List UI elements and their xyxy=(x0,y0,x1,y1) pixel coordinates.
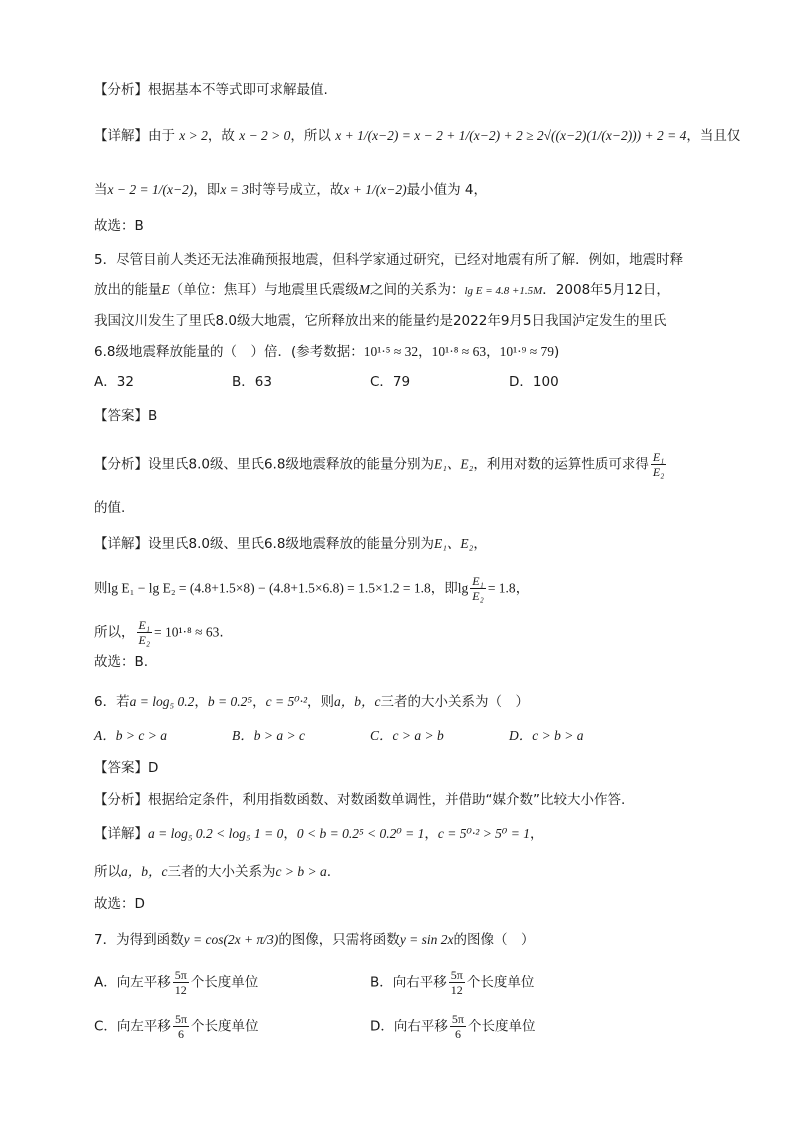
q6-text: ， xyxy=(252,694,266,710)
math-x3: x = 3 xyxy=(220,182,249,197)
math-fraction xyxy=(651,450,667,479)
q4-text: ，即 xyxy=(193,182,221,198)
math-a-ineq: a = log₅ 0.2 < log₅ 1 = 0 xyxy=(148,826,284,841)
q5-text: 【详解】设里氏8.0级、里氏6.8级地震释放的能量分别为 xyxy=(94,536,434,552)
q5-text: ， xyxy=(418,344,432,360)
frac-den: 6 xyxy=(454,1027,461,1041)
q5-text: ) xyxy=(554,344,560,360)
math-b: b = 0.2⁵ xyxy=(207,694,253,709)
math-abc: a，b，c xyxy=(334,694,381,709)
math-order: c > b > a xyxy=(275,864,327,879)
q7-option-c xyxy=(94,1012,259,1041)
q5-text: 【分析】设里氏8.0级、里氏6.8级地震释放的能量分别为 xyxy=(94,456,434,473)
q5-stem-line1: 5．尽管目前人类还无法准确预报地震，但科学家通过研究，已经对地震有所了解．例如，地震时释 xyxy=(94,252,684,268)
math-inequality: x + 1/(x−2) = x − 2 + 1/(x−2) + 2 ≥ 2√((x−2)(1/(x−2))) + 2 = 4 xyxy=(335,128,687,143)
q5-so xyxy=(94,618,734,647)
q7-text: A．向左平移 xyxy=(94,974,171,991)
q5-detail xyxy=(94,534,734,554)
math-E1E2: E₁、E₂ xyxy=(433,456,474,472)
q6-choose: 故选：D xyxy=(94,896,145,912)
math-ref1: 10¹·⁵ ≈ 32 xyxy=(363,344,419,359)
math-calc: lg E₁ − lg E₂ = (4.8+1.5×8) − (4.8+1.5×6.8) = 1.5×1.2 = 1.8 xyxy=(107,580,431,596)
q4-text: ，故 xyxy=(207,128,235,144)
q6-text: 三者的大小关系为（ ） xyxy=(380,694,530,710)
q7-text: B．向右平移 xyxy=(370,974,447,991)
q4-text: ，所以 xyxy=(290,128,331,144)
q5-text: ．2008年5月12日， xyxy=(542,282,670,298)
math-cos-func: y = cos(2x + π/3) xyxy=(183,932,279,947)
q7-text: 个长度单位 xyxy=(467,1018,536,1035)
math-cond1: x > 2 xyxy=(179,128,208,143)
q7-stem xyxy=(94,930,734,950)
q5-text: ， xyxy=(473,536,487,552)
q6-stem xyxy=(94,692,734,712)
q7-text: C．向左平移 xyxy=(94,1018,171,1035)
frac-num: 5π xyxy=(174,968,187,982)
q7-text: D．向右平移 xyxy=(370,1018,448,1035)
q5-text: 则 xyxy=(94,580,108,597)
math-fraction xyxy=(449,968,465,997)
q6-option-b: B．b > a > c xyxy=(232,728,305,743)
q5-analysis xyxy=(94,450,734,479)
q5-text: 放出的能量 xyxy=(94,282,162,298)
q5-stem-line4 xyxy=(94,342,734,362)
math-a: a = log₅ 0.2 xyxy=(129,694,195,709)
q7-option-d xyxy=(370,1012,535,1041)
q4-text: 时等号成立，故 xyxy=(248,182,344,198)
math-lg: lg xyxy=(457,580,469,596)
math-ref2: 10¹·⁸ ≈ 63 xyxy=(431,344,487,359)
q7-text: 个长度单位 xyxy=(190,974,259,991)
math-fraction xyxy=(137,618,153,647)
q5-option-d: D．100 xyxy=(509,374,559,390)
q7-option-a xyxy=(94,968,258,997)
q5-stem-line3: 我国汶川发生了里氏8.0级大地震，它所释放出来的能量约是2022年9月5日我国泸定发生的里氏 xyxy=(94,313,667,329)
q5-option-b: B．63 xyxy=(232,374,272,390)
q6-analysis: 【分析】根据给定条件，利用指数函数、对数函数单调性，并借助“媒介数”比较大小作答. xyxy=(94,792,626,808)
math-fraction xyxy=(173,1012,189,1041)
q6-option-d: D．c > b > a xyxy=(509,728,584,743)
q5-choose: 故选：B. xyxy=(94,654,149,670)
q6-text: ， xyxy=(529,826,544,842)
q5-calc xyxy=(94,574,734,603)
q5-option-a: A．32 xyxy=(94,374,134,390)
q6-text: 6．若 xyxy=(94,694,130,710)
frac-den: E₂ xyxy=(472,589,484,603)
math-sin-func: y = sin 2x xyxy=(399,932,454,947)
q5-answer: 【答案】B xyxy=(94,408,158,424)
q4-text: ，当且仅 xyxy=(686,128,741,144)
math-equal-cond: x − 2 = 1/(x−2) xyxy=(107,182,194,197)
q5-text: （单位：焦耳）与地震里氏震级 xyxy=(169,282,359,298)
math-cond2: x − 2 > 0 xyxy=(239,128,291,143)
q5-text: 之间的关系为： xyxy=(370,282,465,298)
q6-answer: 【答案】D xyxy=(94,760,159,776)
q7-text: 个长度单位 xyxy=(191,1018,259,1035)
q5-text: ，利用对数的运算性质可求得 xyxy=(473,456,649,473)
q4-analysis: 【分析】根据基本不等式即可求解最值. xyxy=(94,82,328,98)
q5-text: ， xyxy=(486,344,500,360)
q6-text: 所以 xyxy=(94,864,121,880)
q5-text: . xyxy=(219,624,224,641)
frac-den: E₂ xyxy=(138,633,151,647)
q6-text: 【详解】 xyxy=(94,826,148,842)
math-E: E xyxy=(161,282,170,297)
frac-den: E₂ xyxy=(652,465,665,479)
q5-text: 6.8级地震释放能量的（ ）倍．(参考数据： xyxy=(94,344,364,360)
q5-text: ，即 xyxy=(430,580,458,597)
q5-option-c: C．79 xyxy=(370,374,411,390)
q6-text: ，则 xyxy=(307,694,335,710)
q6-text: ， xyxy=(424,826,438,842)
frac-num: 5π xyxy=(450,968,463,982)
q7-text: 的图像（ ） xyxy=(453,932,535,948)
frac-num: E₁ xyxy=(652,450,665,464)
math-result: = 1.8 xyxy=(487,580,516,596)
q6-so xyxy=(94,862,734,882)
math-formula: lg E = 4.8 +1.5M xyxy=(464,285,543,297)
math-abc: a，b，c xyxy=(121,864,168,879)
q6-text: ， xyxy=(194,694,208,710)
q5-analysis-end: 的值. xyxy=(94,500,126,516)
math-ref3: 10¹·⁹ ≈ 79 xyxy=(499,344,555,359)
math-fraction xyxy=(173,968,189,997)
q6-text: 三者的大小关系为 xyxy=(167,864,276,880)
q5-text: ， xyxy=(515,580,530,597)
q6-detail xyxy=(94,824,734,844)
q4-choose: 故选：B xyxy=(94,218,144,234)
q5-text: 所以， xyxy=(94,624,135,641)
frac-num: E₁ xyxy=(138,618,151,632)
q7-text: 个长度单位 xyxy=(466,974,535,991)
frac-den: 12 xyxy=(174,983,187,997)
math-expr: x + 1/(x−2) xyxy=(343,182,407,197)
math-E1E2: E₁、E₂ xyxy=(433,536,474,551)
q4-text: 最小值为 4， xyxy=(406,182,488,198)
q6-text: . xyxy=(326,864,332,880)
q7-option-b xyxy=(370,968,534,997)
math-fraction xyxy=(450,1012,466,1041)
q4-detail-line1 xyxy=(94,126,741,146)
frac-num: 5π xyxy=(451,1012,464,1026)
q4-detail-prefix: 【详解】由于 xyxy=(94,128,175,144)
math-c: c = 5⁰·² xyxy=(265,694,308,709)
math-b-ineq: 0 < b = 0.2⁵ < 0.2⁰ = 1 xyxy=(296,826,425,841)
math-result: = 10¹·⁸ ≈ 63 xyxy=(154,624,220,640)
frac-den: 6 xyxy=(177,1027,184,1041)
q7-text: 的图像，只需将函数 xyxy=(278,932,400,948)
frac-den: 12 xyxy=(450,983,463,997)
q6-text: ， xyxy=(283,826,297,842)
q4-detail-line2 xyxy=(94,180,734,200)
q6-option-a: A．b > c > a xyxy=(94,728,167,743)
q6-option-c: C．c > a > b xyxy=(370,728,444,743)
math-M: M xyxy=(358,282,370,297)
q4-text: 当 xyxy=(94,182,108,198)
frac-num: 5π xyxy=(174,1012,187,1026)
math-c-ineq: c = 5⁰·² > 5⁰ = 1 xyxy=(437,826,530,841)
q7-text: 7．为得到函数 xyxy=(94,932,184,948)
frac-num: E₁ xyxy=(472,574,484,588)
q5-stem-line2 xyxy=(94,280,734,301)
math-fraction xyxy=(470,574,486,603)
